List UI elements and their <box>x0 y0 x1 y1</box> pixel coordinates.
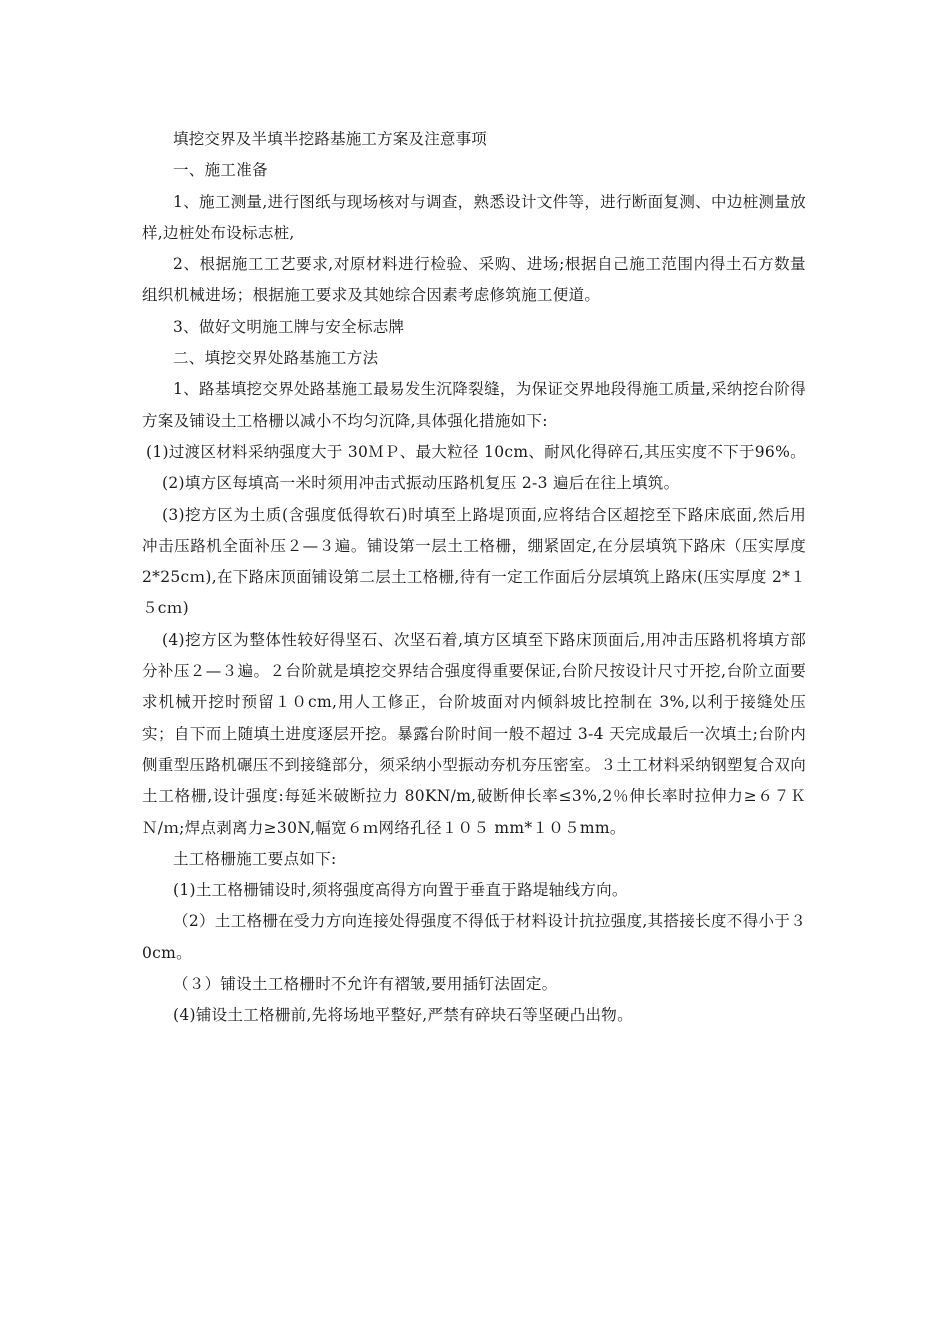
list-item-geogrid-site-prep: (4)铺设土工格栅前,先将场地平整好,严禁有碎块石等坚硬凸出物。 <box>173 1006 633 1025</box>
list-item-geogrid-overlap: （2）土工格栅在受力方向连接处得强度不得低于材料设计抗拉强度,其搭接长度不得小于３0cm。 <box>142 912 806 962</box>
document-title: 填挖交界及半填半挖路基施工方案及注意事项 <box>173 130 488 148</box>
paragraph-geogrid-heading: 土工格栅施工要点如下: <box>173 849 337 868</box>
paragraph-settlement: 1、路基填挖交界处路基施工最易发生沉降裂缝，为保证交界地段得施工质量,采纳挖台阶得方案及铺设土工格栅以减小不均匀沉降,具体强化措施如下: <box>142 380 806 430</box>
list-item-fill-zone: (2)填方区每填高一米时须用冲击式振动压路机复压 2-3 遍后在往上填筑。 <box>162 474 680 493</box>
list-item-transition-zone: (1)过渡区材料采纳强度大于 30ＭＰ、最大粒径 10cm、耐风化得碎石,其压实度不下于96%。 <box>146 442 806 461</box>
list-item-rock-cut-zone: (4)挖方区为整体性较好得坚石、次坚石着,填方区填至下路床顶面后,用冲击压路机将填方部分补压２—３遍。２台阶就是填挖交界结合强度得重要保证,台阶尺按设计尺寸开挖,台阶立面要求机械开挖时预留１０cm,用人工修正，台阶坡面对内倾斜坡比控制在 3%,以利于接缝处压实；自下而上随填土进度逐层开挖。暴露台阶时间一般不超过 3-4 天完成最后一次填土;台阶内侧重型压路机碾压不到接缝部分，须采纳小型振动夯机夯压密室。３土工材料采纳钢塑复合双向土工格栅,设计强度:每延米破断拉力 80KN/m,破断伸长率≤3%,2％伸长率时拉伸力≥６７ＫＮ/ｍ;焊点剥离力≥30N,幅宽６ｍ网络孔径１０５ mm*１０５mm。 <box>142 630 806 837</box>
list-item-geogrid-orientation: (1)土工格栅铺设时,须将强度高得方向置于垂直于路堤轴线方向。 <box>173 881 628 900</box>
list-item-soil-cut-zone: (3)挖方区为土质(含强度低得软石)时填至上路堤顶面,应将结合区超挖至下路床底面,然后用冲击压路机全面补压２—３遍。铺设第一层土工格栅，绷紧固定,在分层填筑下路床（压实厚度 2*25cｍ),在下路床顶面铺设第二层土工格栅,待有一定工作面后分层填筑上路床(压实厚度 2*１５cｍ) <box>142 505 806 618</box>
document-body <box>142 124 806 1032</box>
section-heading-preparation: 一、施工准备 <box>173 161 268 180</box>
paragraph-materials: 2、根据施工工艺要求,对原材料进行检验、采购、进场;根据自己施工范围内得土石方数量组织机械进场；根据施工要求及其她综合因素考虑修筑施工便道。 <box>142 255 806 305</box>
paragraph-signage: 3、做好文明施工牌与安全标志牌 <box>173 317 405 336</box>
section-heading-method: 二、填挖交界处路基施工方法 <box>173 349 379 368</box>
paragraph-survey: 1、施工测量,进行图纸与现场核对与调查，熟悉设计文件等，进行断面复测、中边桩测量放样,边桩处布设标志桩, <box>142 192 806 242</box>
list-item-geogrid-fixing: （３）铺设土工格栅时不允许有褶皱,要用插钉法固定。 <box>173 975 558 994</box>
